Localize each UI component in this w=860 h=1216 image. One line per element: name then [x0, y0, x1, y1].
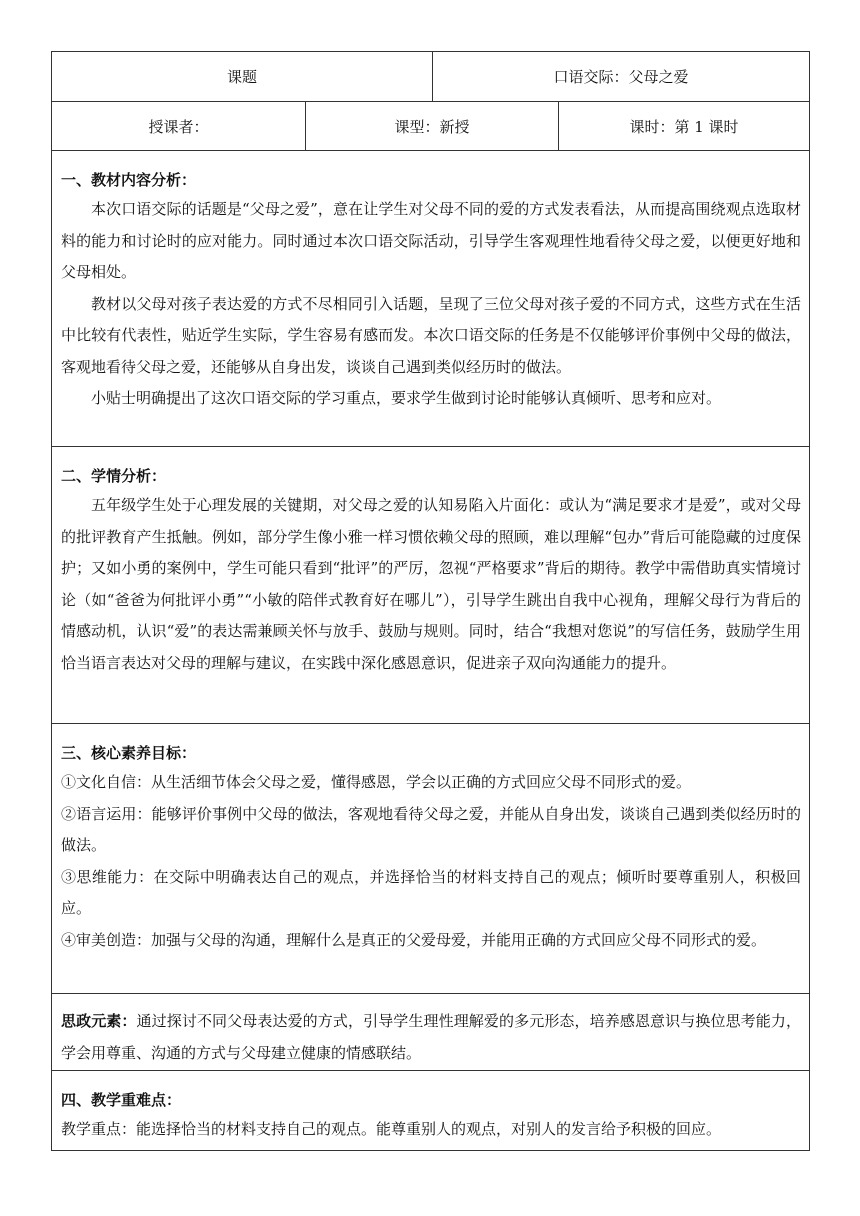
- goal-item: ③思维能力：在交际中明确表达自己的观点，并选择恰当的材料支持自己的观点；倾听时要尊重别人，积极回应。: [61, 867, 801, 917]
- paragraph: 本次口语交际的话题是“父母之爱”，意在让学生对父母不同的爱的方式发表看法，从而提高围绕观点选取材料的能力和讨论时的应对能力。同时通过本次口语交际活动，引导学生客观理性地看待父母之爱，以便更好地和父母相处。: [61, 200, 801, 281]
- ideology-text: 通过探讨不同父母表达爱的方式，引导学生理性理解爱的多元形态，培养感恩意识与换位思考能力，学会用尊重、沟通的方式与父母建立健康的情感联结。: [61, 1012, 801, 1062]
- section-textbook-analysis: [52, 151, 809, 447]
- section-title: 三、核心素养目标：: [61, 744, 197, 762]
- ideology-label: 思政元素：: [61, 1012, 137, 1030]
- paragraph: 小贴士明确提出了这次口语交际的学习重点，要求学生做到讨论时能够认真倾听、思考和应对。: [91, 389, 722, 407]
- teacher-cell: [52, 102, 305, 150]
- section-title: 二、学情分析：: [61, 467, 167, 485]
- goal-item: ④审美创造：加强与父母的沟通，理解什么是真正的父爱母爱，并能用正确的方式回应父母不同形式的爱。: [61, 930, 767, 949]
- paragraph: 教材以父母对孩子表达爱的方式不尽相同引入话题，呈现了三位父母对孩子爱的不同方式，这些方式在生活中比较有代表性，贴近学生实际，学生容易有感而发。本次口语交际的任务是不仅能够评价事例中父母的做法，客观地看待父母之爱，还能够从自身出发，谈谈自己遇到类似经历时的做法。: [61, 294, 801, 376]
- section-title: 一、教材内容分析：: [61, 171, 197, 189]
- class-type: 课型：新授: [394, 117, 470, 136]
- section-key-points: [52, 1071, 809, 1150]
- topic-label: 课题: [226, 68, 257, 86]
- goal-item: ②语言运用：能够评价事例中父母的做法，客观地看待父母之爱，并能从自身出发，谈谈自己遇到类似经历时的做法。: [61, 804, 801, 854]
- goal-item: ①文化自信：从生活细节体会父母之爱，懂得感恩，学会以正确的方式回应父母不同形式的爱。: [61, 773, 692, 791]
- paragraph: 五年级学生处于心理发展的关键期，对父母之爱的认知易陷入片面化：或认为“满足要求才是爱”，或对父母的批评教育产生抵触。例如，部分学生像小雅一样习惯依赖父母的照顾，难以理解“包办”背后可能隐藏的过度保护；又如小勇的案例中，学生可能只看到“批评”的严厉，忽视“严格要求”背后的期待。教学中需借助真实情境讨论（如“爸爸为何批评小勇”“小敏的陪伴式教育好在哪儿”），引导学生跳出自我中心视角，理解父母行为背后的情感动机，认识“爱”的表达需兼顾关怀与放手、鼓励与规则。同时，结合“我想对您说”的写信任务，鼓励学生用恰当语言表达对父母的理解与建议，在实践中深化感恩意识，促进亲子双向沟通能力的提升。: [61, 496, 801, 672]
- header-row-2: [52, 102, 809, 151]
- teacher-label: 授课者：: [148, 117, 209, 136]
- section-core-goals: [52, 724, 809, 994]
- section-learner-analysis: [52, 447, 809, 724]
- class-type-cell: [305, 102, 558, 150]
- section-title: 四、教学重难点：: [61, 1091, 182, 1109]
- topic-value: 口语交际：父母之爱: [553, 68, 689, 86]
- lesson-plan-table: [51, 51, 810, 1151]
- header-row-1: [52, 52, 809, 102]
- topic-value-cell: [432, 52, 809, 101]
- periods: 课时：第 1 课时: [629, 117, 739, 136]
- ideology-paragraph: [61, 1006, 801, 1069]
- topic-label-cell: [52, 52, 432, 101]
- key-point-text: 教学重点：能选择恰当的材料支持自己的观点。能尊重别人的观点，对别人的发言给予积极的回应。: [61, 1120, 722, 1138]
- periods-cell: [558, 102, 809, 150]
- section-ideology-elements: [52, 994, 809, 1071]
